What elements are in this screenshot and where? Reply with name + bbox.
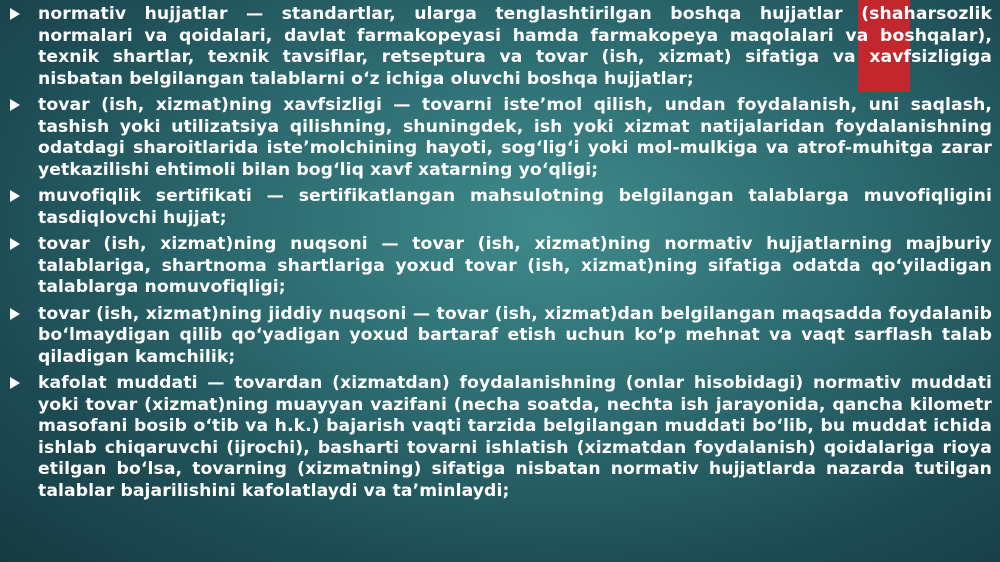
triangle-bullet-icon [10,8,20,20]
triangle-bullet-icon [10,190,20,202]
list-item [8,234,992,299]
list-item [8,186,992,229]
definition-text: kafolat muddati — tovardan (xizmatdan) foydalanishning (onlar hisobidagi) normativ muddati yoki tovar (xizmat)ning muayyan vazifani (necha soatda, nechta ish jarayonida, qancha kilometr masofani bosib o‘tib va h.k.) bajarish vaqti tarzida belgilangan muddati bo‘lib, bu muddat ichida ishlab chiqaruvchi (ijrochi), basharti tovarni ishlatish (xizmatdan foydalanish) qoidalariga rioya etilgan bo‘lsa, tovarning (xizmatning) sifatiga nisbatan normativ hujjatlarda nazarda tutilgan talablar bajarilishini kafolatlaydi va ta’minlaydi; [38,373,992,501]
triangle-bullet-icon [10,308,20,320]
list-item [8,304,992,369]
definition-list [8,4,992,507]
list-item [8,4,992,90]
list-item [8,373,992,502]
triangle-bullet-icon [10,99,20,111]
definition-text: muvofiqlik sertifikati — sertifikatlangan mahsulotning belgilangan talablarga muvofiqligini tasdiqlovchi hujjat; [38,186,992,228]
triangle-bullet-icon [10,238,20,250]
triangle-bullet-icon [10,377,20,389]
definition-text: tovar (ish, xizmat)ning nuqsoni — tovar (ish, xizmat)ning normativ hujjatlarning majburiy talablariga, shartnoma shartlariga yoxud tovar (ish, xizmat)ning sifatiga odatda qo‘yiladigan talablarga nomuvofiqligi; [38,234,992,297]
list-item [8,95,992,181]
definition-text: tovar (ish, xizmat)ning jiddiy nuqsoni — tovar (ish, xizmat)dan belgilangan maqsadda foydalanib bo‘lmaydigan qilib qo‘yadigan yoxud bartaraf etish uchun ko‘p mehnat va vaqt sarflash talab qiladigan kamchilik; [38,303,992,367]
definition-text: normativ hujjatlar — standartlar, ularga tenglashtirilgan boshqa hujjatlar (shaharsozlik normalari va qoidalari, davlat farmakopeyasi hamda farmakopeya maqolalari va boshqalar), texnik shartlar, texnik tavsiflar, retseptura va tovar (ish, xizmat) sifatiga va xavfsizligiga nisbatan belgilangan talablarni o‘z ichiga oluvchi boshqa hujjatlar; [38,4,992,89]
definition-text: tovar (ish, xizmat)ning xavfsizligi — tovarni iste’mol qilish, undan foydalanish, uni saqlash, tashish yoki utilizatsiya qilishning, shuningdek, ish yoki xizmat natijalaridan foydalanishning odatdagi sharoitlarida iste’molchining hayoti, sog‘lig‘i yoki mol-mulkiga va atrof-muhitga zarar yetkazilishi ehtimoli bilan bog‘liq xavf xatarning yo‘qligi; [38,95,992,180]
